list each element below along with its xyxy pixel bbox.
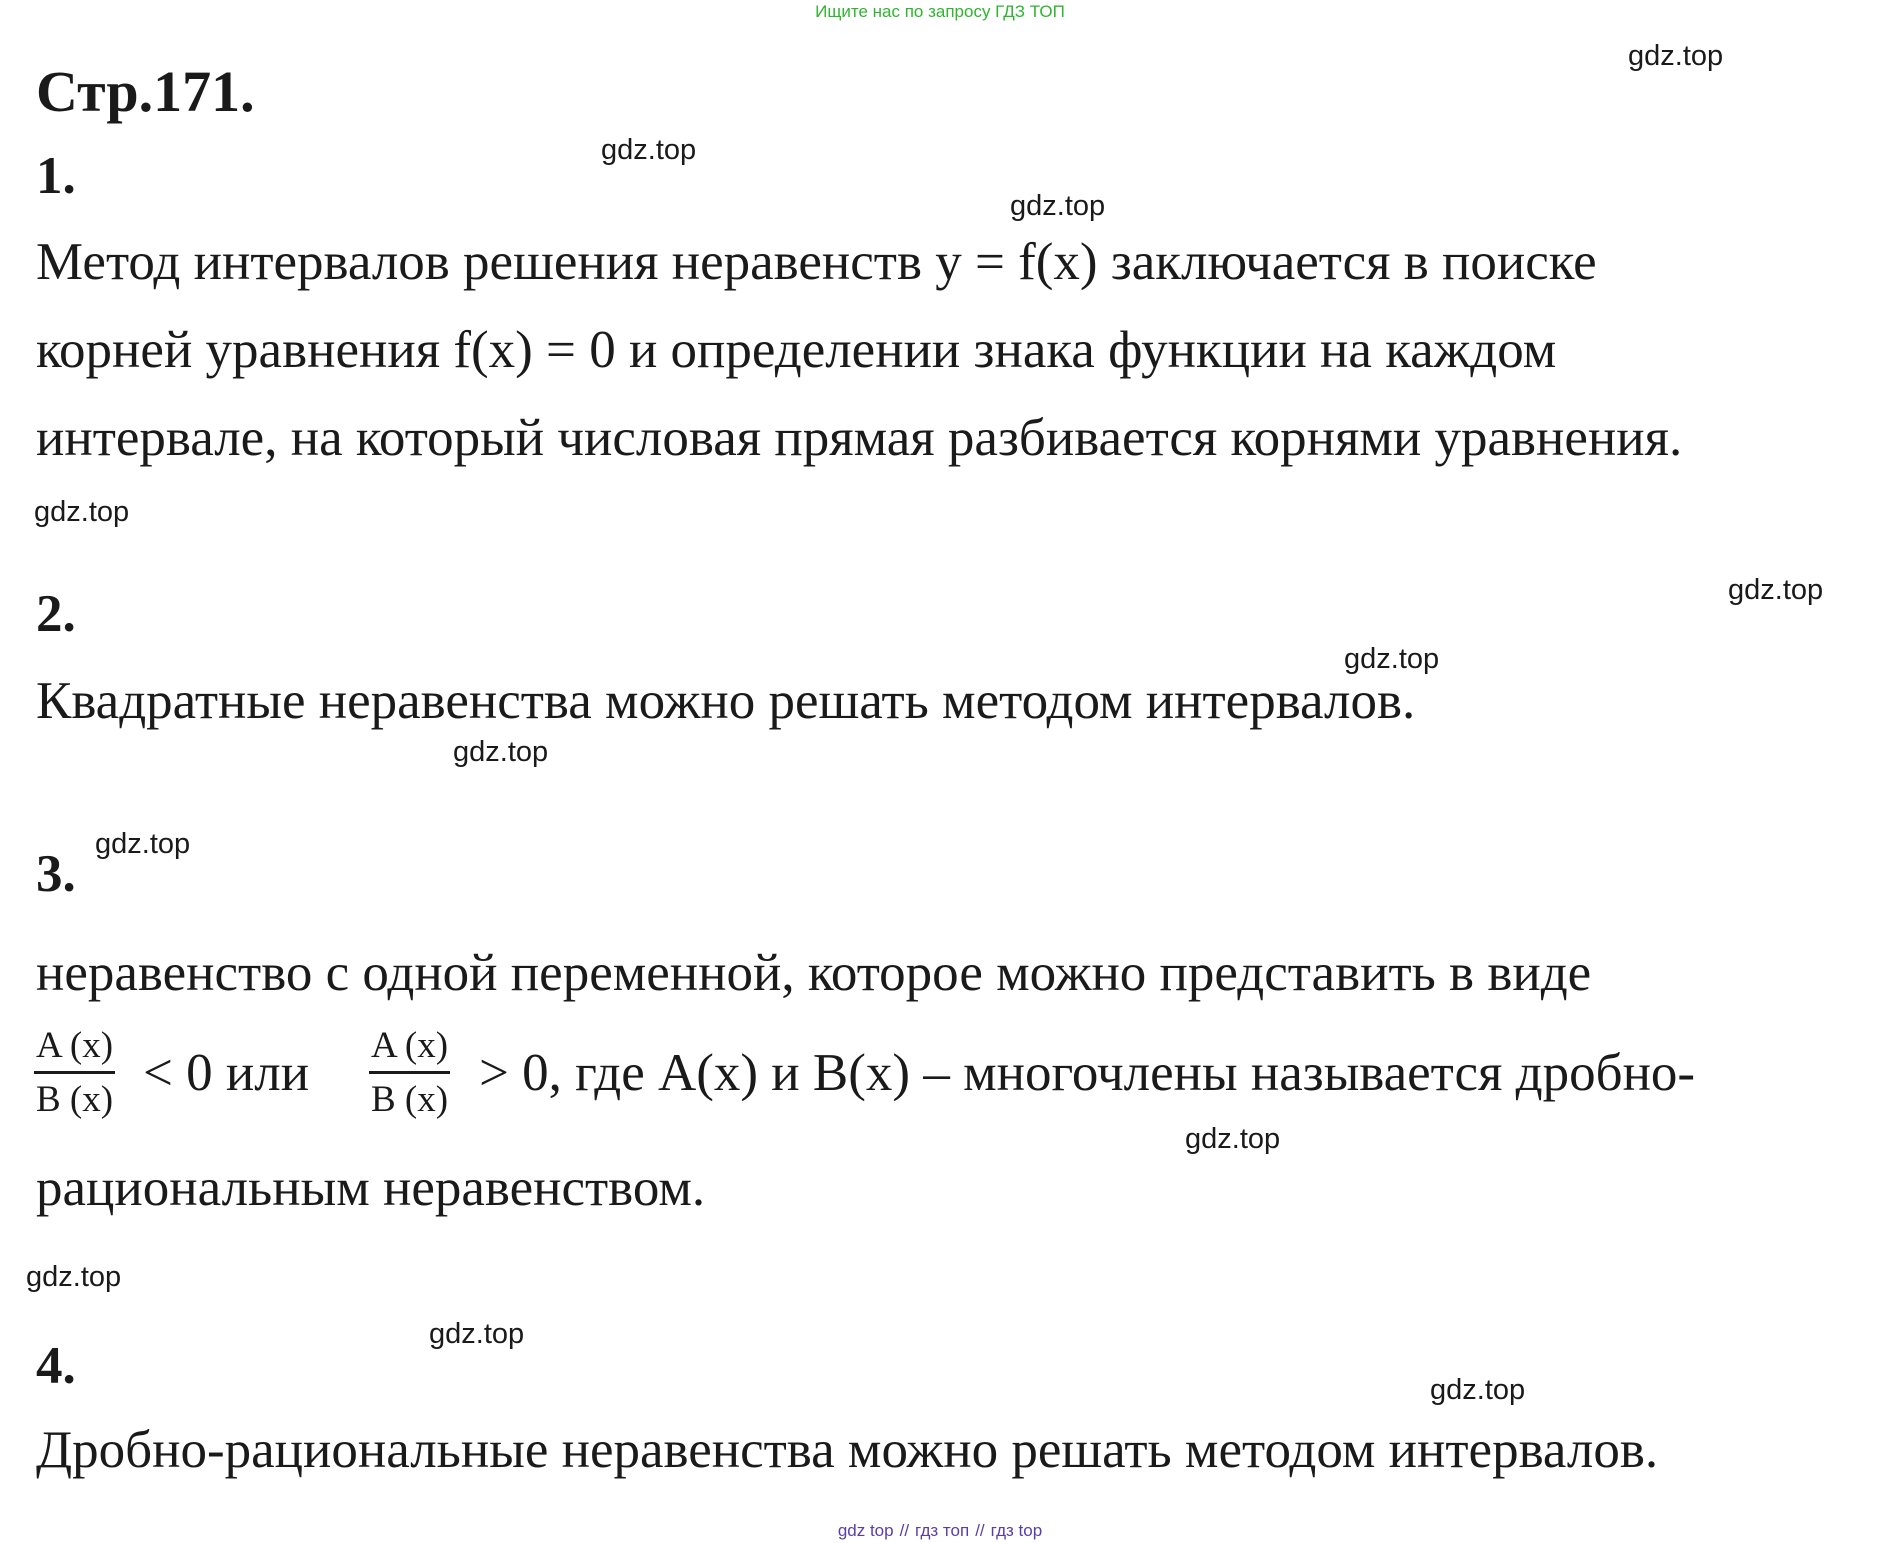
- task-1-number: 1.: [36, 147, 76, 205]
- footer-separator: //: [975, 1521, 985, 1540]
- watermark: gdz.top: [1344, 643, 1440, 675]
- footer-separator: //: [899, 1521, 910, 1540]
- footer-link-3[interactable]: гдз top: [990, 1521, 1043, 1540]
- watermark: gdz.top: [1010, 190, 1106, 222]
- watermark: gdz.top: [601, 134, 697, 166]
- watermark: gdz.top: [1628, 40, 1724, 72]
- task-1-line-1: Метод интервалов решения неравенств y = f(x) заключается в поиске: [36, 233, 1597, 291]
- footer-link-2[interactable]: гдз топ: [915, 1521, 970, 1540]
- task-1-line-3: интервале, на который числовая прямая разбивается корнями уравнения.: [36, 409, 1683, 467]
- task-2-number: 2.: [36, 585, 76, 643]
- watermark: gdz.top: [1430, 1374, 1526, 1406]
- fraction-2-denominator: B (x): [371, 1079, 449, 1120]
- task-3-after-text: > 0, где A(x) и B(x) – многочлены называется дробно-: [479, 1044, 1696, 1102]
- watermark: gdz.top: [1728, 574, 1824, 606]
- footer: [0, 1521, 1880, 1541]
- task-3-between-text: < 0 или: [143, 1044, 310, 1102]
- task-3-fraction-2: [369, 1026, 450, 1120]
- top-banner[interactable]: Ищите нас по запросу ГДЗ ТОП: [815, 2, 1065, 21]
- watermark: gdz.top: [453, 736, 549, 768]
- task-4-number: 4.: [36, 1337, 76, 1395]
- task-1-line-2: корней уравнения f(x) = 0 и определении знака функции на каждом: [36, 321, 1557, 379]
- task-2-line-1: Квадратные неравенства можно решать методом интервалов.: [36, 672, 1416, 730]
- watermark: gdz.top: [429, 1318, 525, 1350]
- task-3-number: 3.: [36, 845, 76, 903]
- watermark: gdz.top: [26, 1261, 122, 1293]
- watermark: gdz.top: [95, 828, 191, 860]
- page-title: Стр.171.: [36, 59, 255, 124]
- fraction-2-numerator: A (x): [371, 1025, 449, 1066]
- watermark: gdz.top: [1185, 1123, 1281, 1155]
- task-3-line-3: рациональным неравенством.: [36, 1159, 706, 1217]
- fraction-1-numerator: A (x): [36, 1025, 114, 1066]
- task-4-line-1: Дробно-рациональные неравенства можно решать методом интервалов.: [36, 1421, 1659, 1479]
- footer-link-1[interactable]: gdz top: [837, 1521, 894, 1540]
- task-3-fraction-1: [34, 1026, 115, 1120]
- fraction-1-denominator: B (x): [36, 1079, 114, 1120]
- task-3-line-1: неравенство с одной переменной, которое можно представить в виде: [36, 944, 1592, 1002]
- watermark: gdz.top: [34, 496, 130, 528]
